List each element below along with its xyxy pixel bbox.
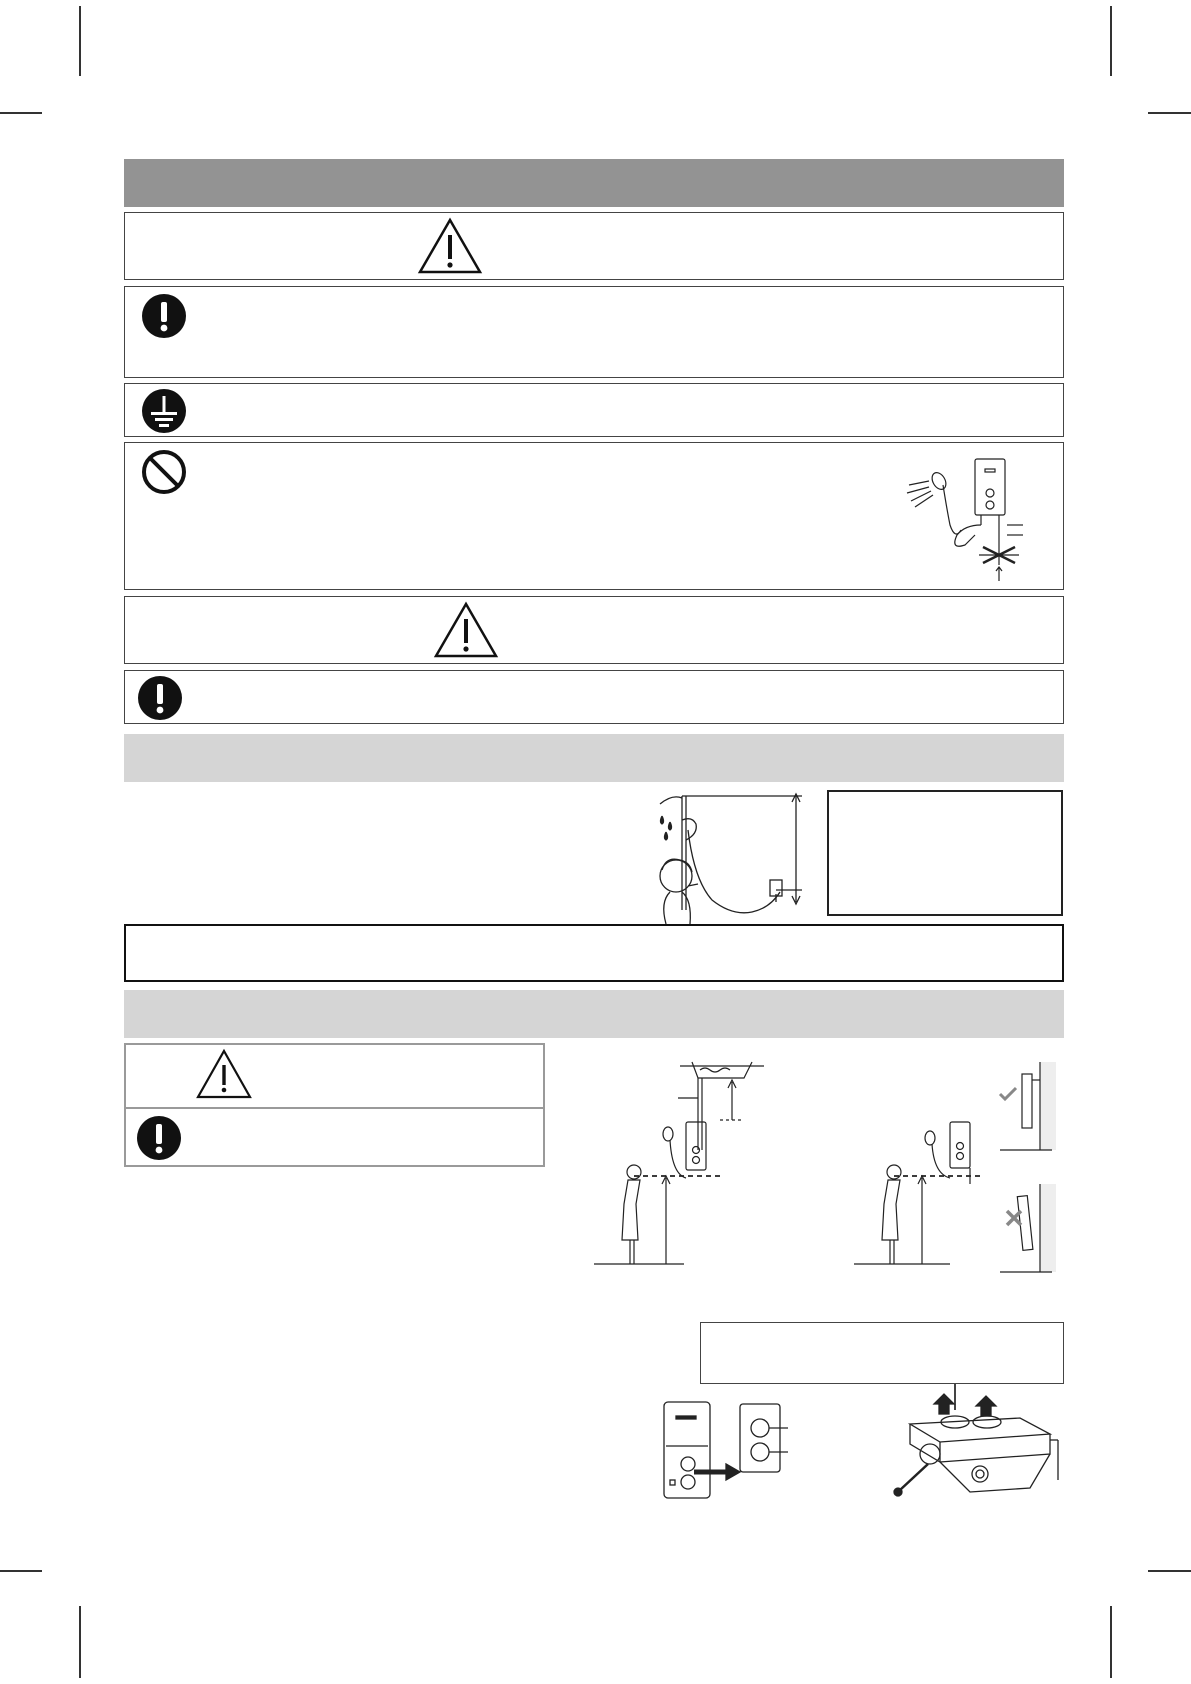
crop-mark	[1148, 1570, 1191, 1572]
wall-mount-incorrect-illustration	[1000, 1182, 1064, 1274]
exclamation-circle-icon	[136, 1115, 182, 1161]
prohibited-circle-icon	[141, 449, 187, 495]
water-heater-pipe-illustration	[895, 455, 1045, 583]
warning-box	[124, 212, 1064, 280]
prohibited-box	[124, 442, 1064, 590]
info-box	[827, 790, 1063, 916]
crop-mark	[1110, 6, 1112, 76]
earth-box	[124, 383, 1064, 437]
section-header-installation-location	[124, 990, 1064, 1038]
warning-panel-small	[124, 1043, 545, 1167]
exclamation-circle-icon	[141, 293, 187, 339]
section-header-safety	[124, 159, 1064, 207]
cross-mark-icon	[1004, 1208, 1024, 1228]
front-panel-removal-illustration	[660, 1398, 800, 1502]
crop-mark	[1148, 112, 1191, 114]
check-mark-icon	[998, 1086, 1018, 1102]
mounting-base-illustration	[880, 1400, 1060, 1506]
tank-installation-illustration	[594, 1054, 764, 1270]
warning-triangle-icon	[417, 217, 483, 275]
crop-mark	[1110, 1606, 1112, 1678]
section-header-installation	[124, 734, 1064, 782]
mandatory-box	[124, 286, 1064, 378]
exclamation-circle-icon	[137, 675, 183, 721]
wall-mount-correct-illustration	[1000, 1060, 1064, 1152]
mandatory-box	[124, 670, 1064, 724]
earth-ground-icon	[141, 388, 187, 434]
crop-mark	[0, 112, 42, 114]
callout-box	[700, 1322, 1064, 1384]
divider	[126, 1107, 543, 1109]
warning-triangle-icon	[196, 1049, 252, 1099]
note-box	[124, 924, 1064, 982]
crop-mark	[79, 1606, 81, 1678]
warning-box	[124, 596, 1064, 664]
child-drinking-illustration	[652, 790, 818, 926]
warning-triangle-icon	[433, 601, 499, 659]
heater-height-illustration	[854, 1114, 994, 1270]
crop-mark	[79, 6, 81, 76]
crop-mark	[0, 1570, 42, 1572]
